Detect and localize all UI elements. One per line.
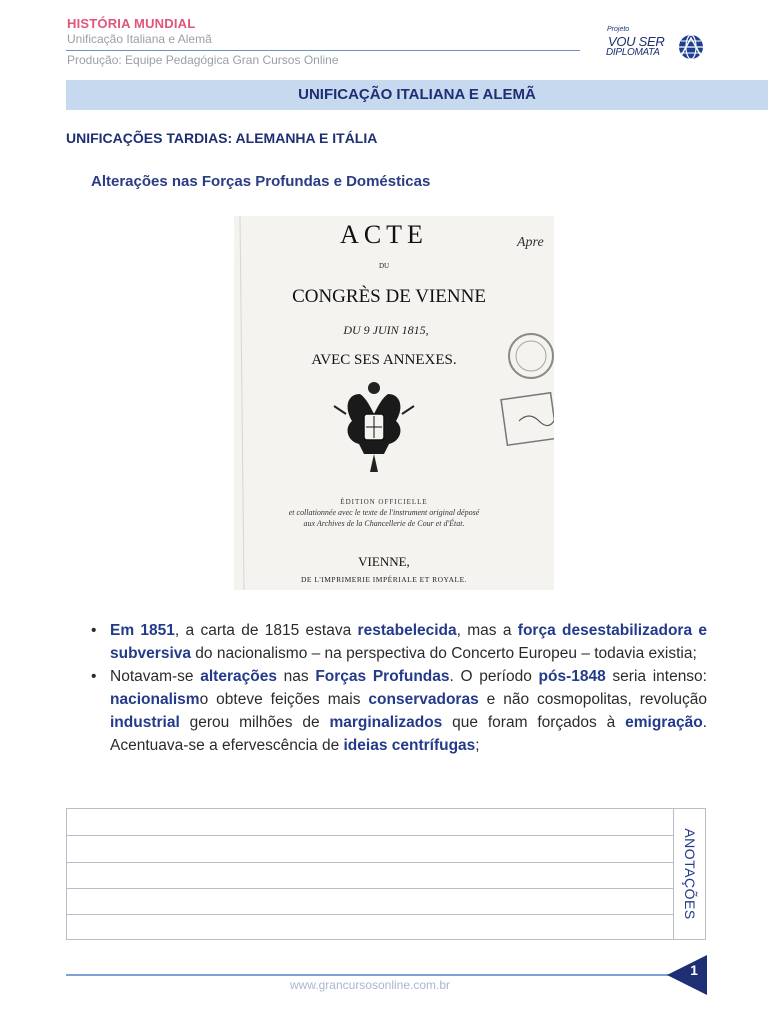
highlight-term: marginalizados <box>329 714 443 731</box>
doc-line-date: DU 9 JUIN 1815, <box>343 323 429 337</box>
notes-label <box>673 809 706 939</box>
footer-divider <box>66 974 680 976</box>
highlight-term: pós-1848 <box>538 668 606 685</box>
doc-printer: DE L'IMPRIMERIE IMPÉRIALE ET ROYALE. <box>300 575 468 584</box>
header-production: Produção: Equipe Pedagógica Gran Cursos Online <box>67 53 339 67</box>
bullet-text: que foram forçados à <box>442 714 626 731</box>
doc-edition-line-1: ÉDITION OFFICIELLE <box>340 498 428 506</box>
bullet-text: , mas a <box>456 622 518 639</box>
bullet-text: . Acentuava-se a efervescência de <box>110 714 707 754</box>
highlight-term: alterações <box>200 668 277 685</box>
highlight-term: força desestabilizadora e subversiva <box>110 622 707 662</box>
footer-url[interactable]: www.grancursosonline.com.br <box>289 978 451 992</box>
header-topic: Unificação Italiana e Alemã <box>67 32 212 46</box>
globe-icon <box>678 34 704 60</box>
notes-line <box>67 888 673 889</box>
notes-label-text: ANOTAÇÕES <box>681 828 698 920</box>
subsection-title: Alterações nas Forças Profundas e Domésticas <box>91 173 431 190</box>
highlight-term: Em 1851 <box>110 622 175 639</box>
doc-line-acte: ACTE <box>340 220 428 249</box>
highlight-term: nacionalism <box>110 691 200 708</box>
bullet-text: gerou milhões de <box>179 714 330 731</box>
doc-margin-note: Apre <box>517 235 544 250</box>
bullet-list <box>91 619 707 757</box>
highlight-term: Forças Profundas <box>315 668 450 685</box>
logo-main: VOU SER <box>608 34 665 49</box>
bullet-text: ; <box>475 737 480 754</box>
highlight-term: conservadoras <box>368 691 479 708</box>
highlight-term: ideias centrífugas <box>343 737 476 754</box>
header-subject: HISTÓRIA MUNDIAL <box>67 16 196 31</box>
bullet-item <box>91 665 707 757</box>
notes-line <box>67 835 673 836</box>
bullet-text: nas <box>276 668 316 685</box>
congress-of-vienna-document-image <box>234 216 554 590</box>
section-title: UNIFICAÇÕES TARDIAS: ALEMANHA E ITÁLIA <box>66 130 378 146</box>
bullet-text: , a carta de 1815 estava <box>174 622 358 639</box>
doc-line-congres: CONGRÈS DE VIENNE <box>292 286 486 307</box>
title-bar <box>66 80 768 110</box>
notes-box <box>66 808 706 940</box>
bullet-text: Notavam-se <box>110 668 201 685</box>
header-divider <box>66 50 580 51</box>
highlight-term: industrial <box>110 714 180 731</box>
doc-edition-line-3: aux Archives de la Chancellerie de Cour et d'État. <box>303 519 465 528</box>
brand-logo <box>604 26 708 62</box>
bullet-text: seria intenso: <box>605 668 707 685</box>
page-title: UNIFICAÇÃO ITALIANA E ALEMÃ <box>298 86 536 103</box>
notes-line <box>67 914 673 915</box>
page-number: 1 <box>690 962 698 978</box>
logo-sub: DIPLOMATA <box>606 47 660 58</box>
notes-line <box>67 862 673 863</box>
bullet-text: do nacionalismo – na perspectiva do Concerto Europeu – todavia existia; <box>191 645 697 662</box>
bullet-item <box>91 619 707 665</box>
bullet-text: o obteve feições mais <box>199 691 369 708</box>
doc-city: VIENNE, <box>358 554 410 569</box>
doc-line-annexes: AVEC SES ANNEXES. <box>311 352 457 368</box>
highlight-term: emigração <box>625 714 703 731</box>
highlight-term: restabelecida <box>357 622 457 639</box>
logo-prefix: Projeto <box>607 26 630 33</box>
doc-edition-line-2: et collationnée avec le texte de l'instrument original déposé <box>288 508 480 517</box>
bullet-text: e não cosmopolitas, revolução <box>478 691 707 708</box>
doc-line-du: DU <box>378 262 390 270</box>
bullet-text: . O período <box>449 668 539 685</box>
